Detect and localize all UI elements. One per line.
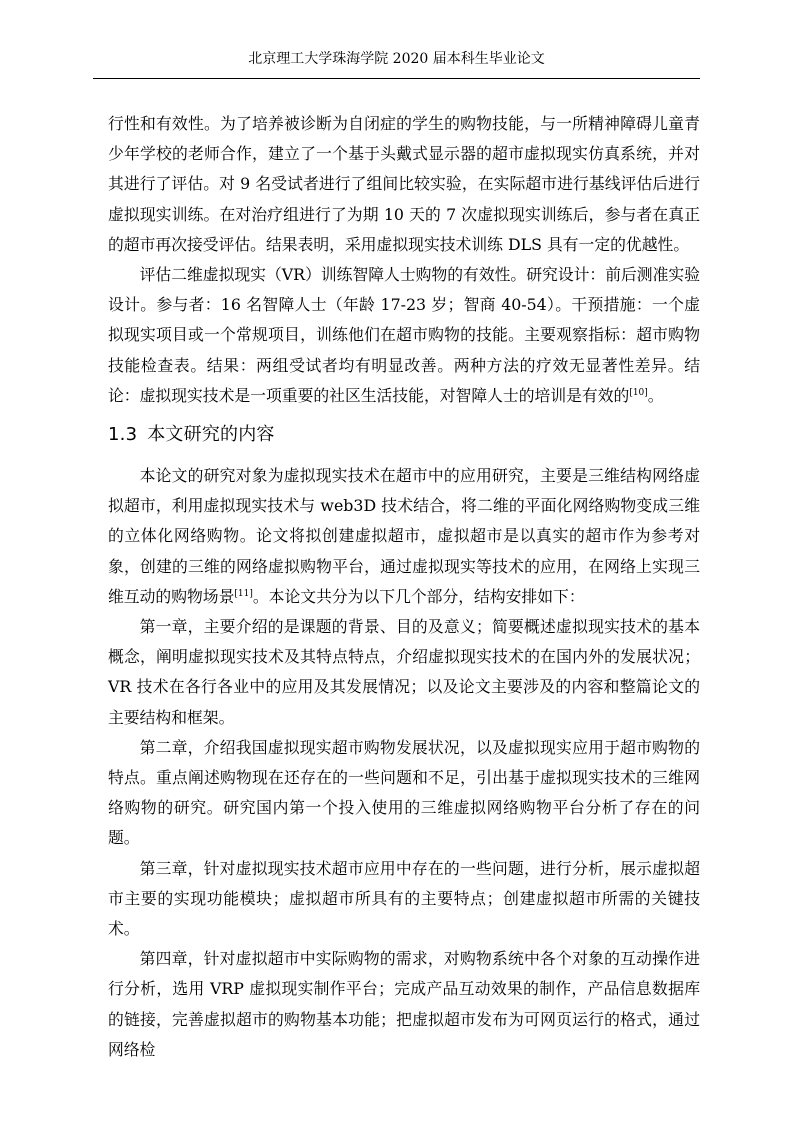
section-number: 1.3 xyxy=(108,424,138,446)
paragraph-continuation: 行性和有效性。为了培养被诊断为自闭症的学生的购物技能，与一所精神障碍儿童青少年学校的老师合作，建立了一个基于头戴式显示器的超市虚拟现实仿真系统，并对其进行了评估。对 9 名受试者进行了组间比较实验，在实际超市进行基线评估后进行虚拟现实训练。在对治疗组进行了为期 10 天的 7 次虚拟现实训练后，参与者在真正的超市再次接受评估。结果表明，采用虚拟现实技术训练 DLS 具有一定的优越性。 xyxy=(108,114,700,254)
section-title: 本文研究的内容 xyxy=(147,424,275,446)
page-header xyxy=(93,48,700,79)
citation-ref[interactable]: [10] xyxy=(629,387,648,398)
section-heading xyxy=(108,421,700,449)
page-body xyxy=(108,109,700,1065)
paragraph-chapter-2: 第二章，介绍我国虚拟现实超市购物发展状况，以及虚拟现实应用于超市购物的特点。重点阐述购物现在还存在的一些问题和不足，引出基于虚拟现实技术的三维网络购物的研究。研究国内第一个投入使用的三维虚拟网络购物平台分析了存在的问题。 xyxy=(108,737,700,848)
header-title: 北京理工大学珠海学院 2020 届本科生毕业论文 xyxy=(248,51,545,67)
citation-ref[interactable]: [11] xyxy=(234,588,253,599)
paragraph-vr-evaluation: 评估二维虚拟现实（VR）训练智障人士购物的有效性。研究设计：前后测准实验设计。参与者：16 名智障人士（年龄 17-23 岁；智商 40-54）。干预措施：一个虚拟现实项目或一个常规项目，训练他们在超市购物的技能。主要观察指标：超市购物技能检查表。结果：两组受试者均有明显改善。两种方法的疗效无显著性差异。结论：虚拟现实技术是一项重要的社区生活技能，对智障人士的培训是有效的[10]。 xyxy=(108,265,700,405)
paragraph-chapter-4: 第四章，针对虚拟超市中实际购物的需求，对购物系统中各个对象的互动操作进行分析，选用 VRP 虚拟现实制作平台；完成产品互动效果的制作，产品信息数据库的链接，完善虚拟超市的购物基本功能；把虚拟超市发布为可网页运行的格式，通过网络检 xyxy=(108,949,700,1059)
paragraph-chapter-1: 第一章，主要介绍的是课题的背景、目的及意义；简要概述虚拟现实技术的基本概念，阐明虚拟现实技术及其特点特点，介绍虚拟现实技术的在国内外的发展状况；VR 技术在各行各业中的应用及其发展情况；以及论文主要涉及的内容和整篇论文的主要结构和框架。 xyxy=(108,617,700,727)
paragraph-research-object: 本论文的研究对象为虚拟现实技术在超市中的应用研究，主要是三维结构网络虚拟超市，利用虚拟现实技术与 web3D 技术结合，将二维的平面化网络购物变成三维的立体化网络购物。论文将拟创建虚拟超市，虚拟超市是以真实的超市作为参考对象，创建的三维的网络虚拟购物平台，通过虚拟现实等技术的应用，在网络上实现三维互动的购物场景[11]。本论文共分为以下几个部分，结构安排如下： xyxy=(108,466,700,606)
paragraph-chapter-3: 第三章，针对虚拟现实技术超市应用中存在的一些问题，进行分析，展示虚拟超市主要的实现功能模块；虚拟超市所具有的主要特点；创建虚拟超市所需的关键技术。 xyxy=(108,858,700,939)
